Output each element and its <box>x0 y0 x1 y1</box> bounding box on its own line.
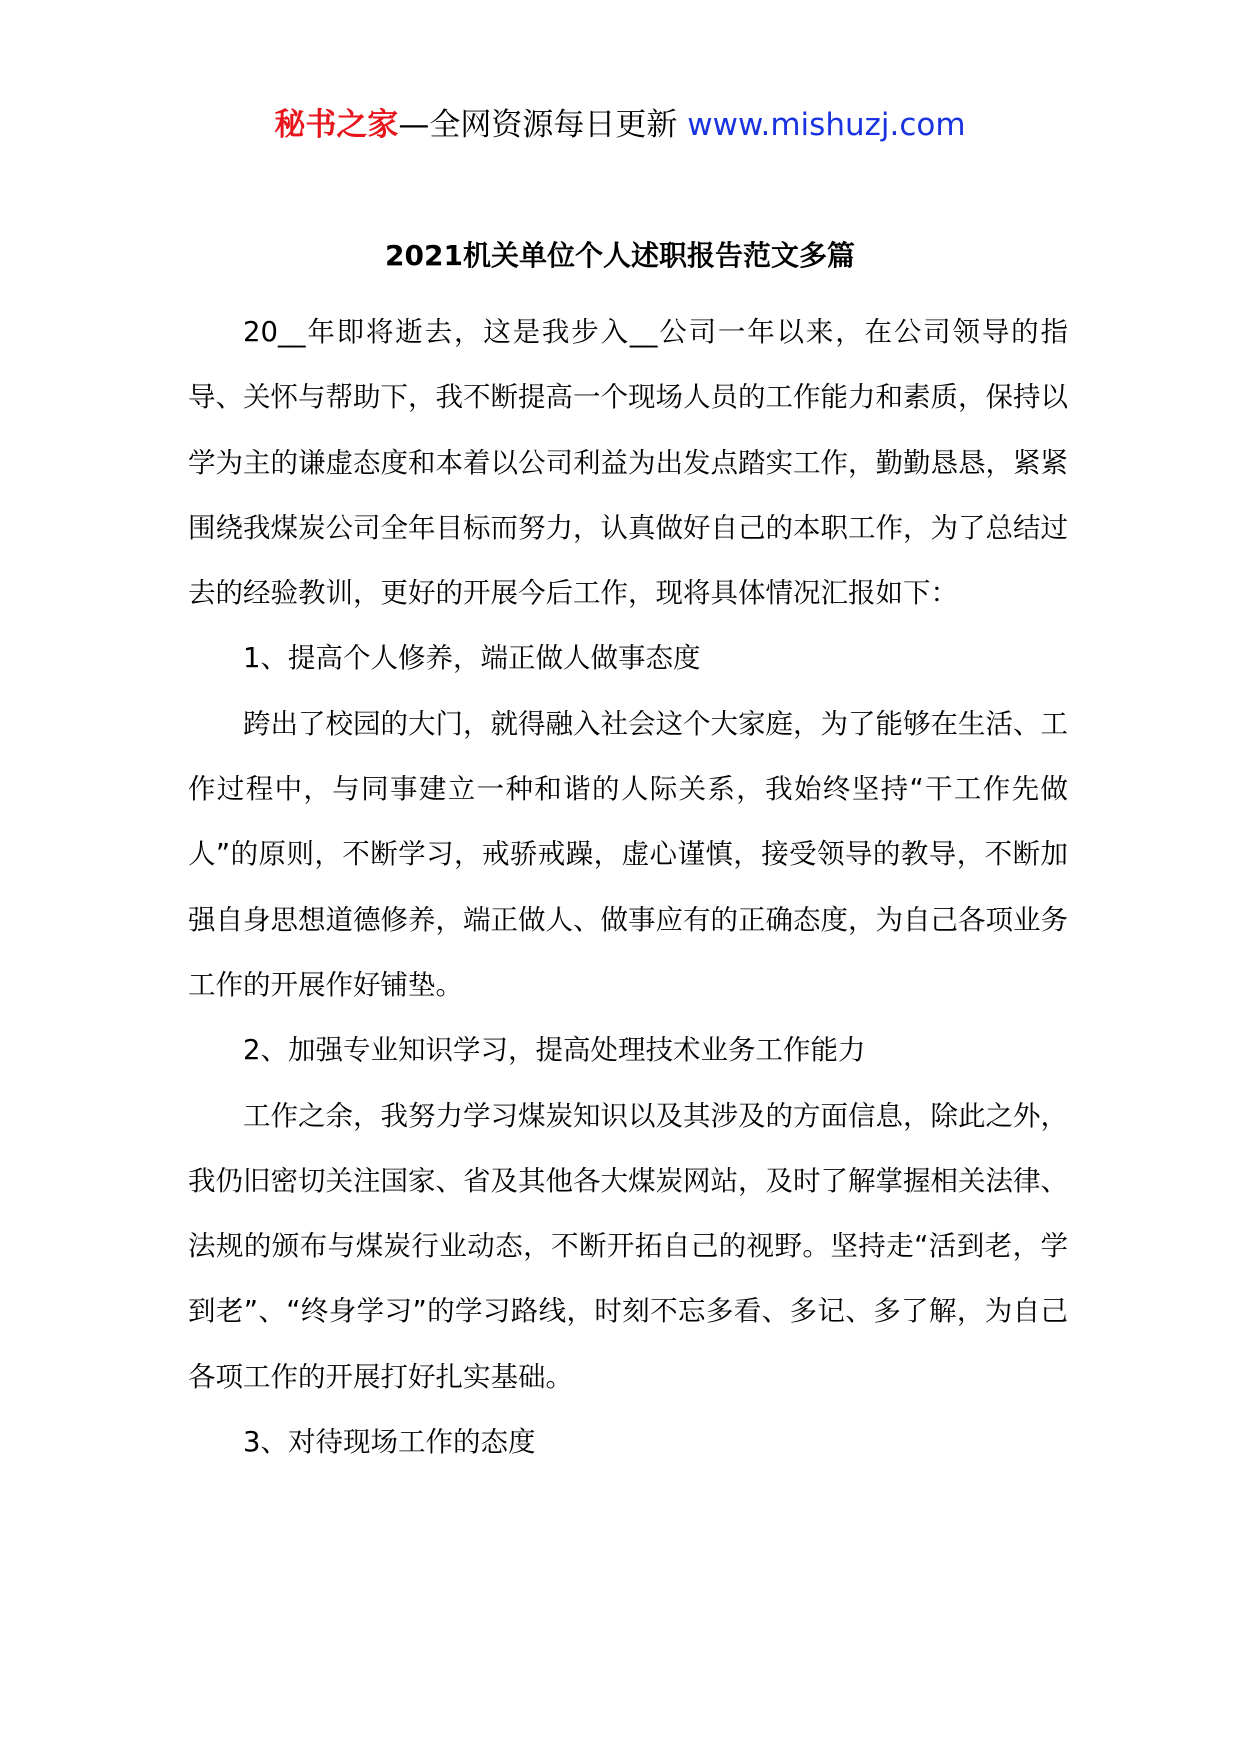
site-tagline: —全网资源每日更新 <box>398 107 688 143</box>
section-heading-3: 3、对待现场工作的态度 <box>243 1426 536 1459</box>
section-heading-1: 1、提高个人修养，端正做人做事态度 <box>243 642 701 675</box>
site-url-link[interactable]: www.mishuzj.com <box>687 107 966 143</box>
document-title: 2021机关单位个人述职报告范文多篇 <box>385 239 855 272</box>
section-paragraph-1: 跨出了校园的大门，就得融入社会这个大家庭，为了能够在生活、工作过程中，与同事建立一种和谐的人际关系，我始终坚持“干工作先做人”的原则，不断学习，戒骄戒躁，虚心谨慎，接受领导的教导，不断加强自身思想道德修养，端正做人、做事应有的正确态度，为自己各项业务工作的开展作好铺垫。 <box>188 707 1068 1001</box>
site-header <box>0 100 1240 150</box>
section-heading-2: 2、加强专业知识学习，提高处理技术业务工作能力 <box>243 1034 866 1067</box>
intro-paragraph: 20__年即将逝去，这是我步入__公司一年以来，在公司领导的指导、关怀与帮助下，我不断提高一个现场人员的工作能力和素质，保持以学为主的谦虚态度和本着以公司利益为出发点踏实工作，勤勤恳恳，紧紧围绕我煤炭公司全年目标而努力，认真做好自己的本职工作，为了总结过去的经验教训，更好的开展今后工作，现将具体情况汇报如下： <box>188 316 1068 610</box>
site-brand: 秘书之家 <box>274 107 399 143</box>
document-body <box>188 300 1068 1475</box>
section-paragraph-2: 工作之余，我努力学习煤炭知识以及其涉及的方面信息，除此之外，我仍旧密切关注国家、省及其他各大煤炭网站，及时了解掌握相关法律、法规的颁布与煤炭行业动态，不断开拓自己的视野。坚持走“活到老，学到老”、“终身学习”的学习路线，时刻不忘多看、多记、多了解，为自己各项工作的开展打好扎实基础。 <box>188 1099 1068 1393</box>
